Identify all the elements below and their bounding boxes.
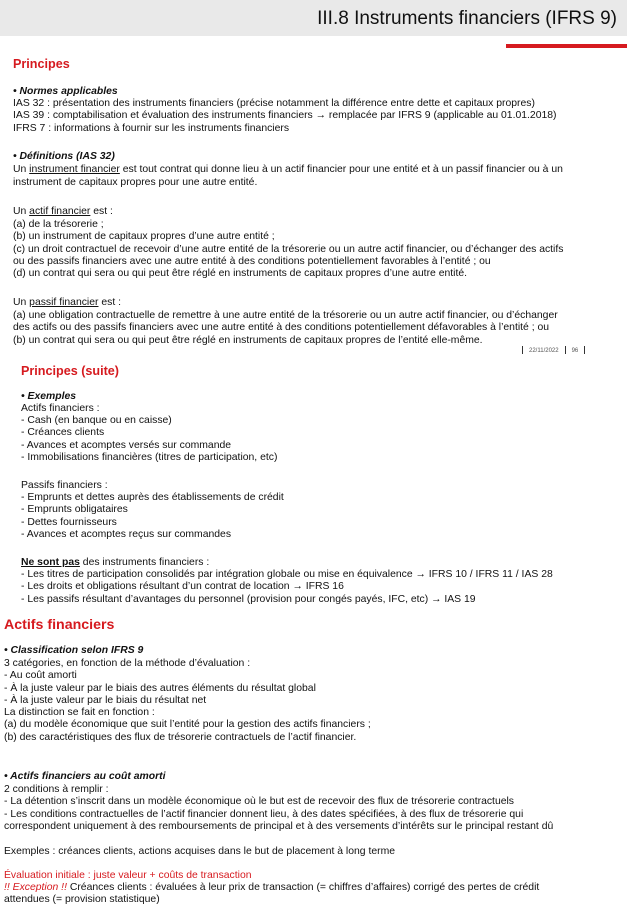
normes-list <box>13 98 557 135</box>
term-ne-sont-pas: Ne sont pas <box>21 557 80 568</box>
text-fragment: Un <box>13 206 30 217</box>
exception-label: !! Exception !! <box>4 882 67 893</box>
list-item: (a) de la trésorerie ; <box>13 219 104 230</box>
list-item: (a) du modèle économique que suit l’entité pour la gestion des actifs financiers ; <box>4 719 371 731</box>
section-title-principes-suite: Principes (suite) <box>21 364 119 378</box>
definitions-heading: • Définitions (IAS 32) <box>13 151 115 162</box>
list-item: 3 catégories, en fonction de la méthode d’évaluation : <box>4 658 251 669</box>
list-item: 2 conditions à remplir : <box>4 784 109 795</box>
cout-amorti-exemples: Exemples : créances clients, actions acquises dans le but de placement à long terme <box>4 846 396 857</box>
normes-line: IFRS 7 : informations à fournir sur les instruments financiers <box>13 122 290 134</box>
cout-amorti-list <box>4 784 553 833</box>
list-item: - Emprunts obligataires <box>21 504 128 516</box>
list-item: - Emprunts et dettes auprès des établissements de crédit <box>21 492 284 503</box>
list-item: - Dettes fournisseurs <box>21 516 117 528</box>
footer-divider <box>584 346 585 354</box>
passif-financier-list <box>13 310 558 347</box>
normes-heading: • Normes applicables <box>13 86 118 97</box>
list-item: (a) une obligation contractuelle de remettre à une autre entité de la trésorerie ou un autre actif financier, ou d’échanger <box>13 310 558 321</box>
actifs-label: Actifs financiers : <box>21 403 100 414</box>
list-item: - Les droits et obligations résultant d’un contrat de location → IFRS 16 <box>21 581 344 593</box>
passif-financier-intro <box>13 297 121 309</box>
exception-line <box>4 882 539 894</box>
header-accent-rule <box>506 44 627 48</box>
footer-date: 22/11/2022 <box>529 348 559 354</box>
list-item: (b) un contrat qui sera ou qui peut être réglé en instruments de capitaux propres de l’entité elle-même. <box>13 334 483 346</box>
passifs-label: Passifs financiers : <box>21 480 108 491</box>
cout-amorti-heading: • Actifs financiers au coût amorti <box>4 771 166 782</box>
normes-line: IAS 32 : présentation des instruments financiers (précise notamment la différence entre dette et capitaux propres) <box>13 98 535 109</box>
footer-page: 96 <box>571 348 579 354</box>
evaluation-initiale: Évaluation initiale : juste valeur + coûts de transaction <box>4 870 252 881</box>
list-item: - Les passifs résultant d’avantages du personnel (provision pour congés payés, IFC, etc) → IAS 19 <box>21 593 476 605</box>
text-fragment: Un <box>13 164 30 175</box>
passifs-examples-list <box>21 492 284 541</box>
text-fragment: des instruments financiers : <box>79 557 210 568</box>
list-item: correspondent uniquement à des remboursements de principal et à des versements d’intérêts sur le principal restant dû <box>4 820 554 832</box>
section-title-principes: Principes <box>13 57 70 71</box>
text-fragment: est tout contrat qui donne lieu à un actif financier pour une entité et à un passif financier ou à un <box>119 164 563 175</box>
list-item: - À la juste valeur par le biais du résultat net <box>4 694 207 706</box>
term-actif-financier: actif financier <box>29 206 91 217</box>
definition-line: instrument de capitaux propres pour une autre entité. <box>13 177 258 188</box>
exemples-heading: • Exemples <box>21 391 77 402</box>
list-item: (b) un instrument de capitaux propres d’une autre entité ; <box>13 231 275 243</box>
classification-heading: • Classification selon IFRS 9 <box>4 645 144 656</box>
list-item: - Au coût amorti <box>4 670 77 682</box>
list-item: - Avances et acomptes versés sur commande <box>21 439 232 451</box>
text-fragment: Créances clients : évaluées à leur prix de transaction (= chiffres d’affaires) corrigé des pertes de crédit <box>66 882 540 893</box>
list-item: - Cash (en banque ou en caisse) <box>21 415 172 426</box>
list-item: - Les titres de participation consolidés par intégration globale ou mise en équivalence → IFRS 10 / IFRS 11 / IAS 28 <box>21 569 553 580</box>
term-instrument-financier: instrument financier <box>29 164 120 175</box>
ne-sont-pas-intro <box>21 557 209 569</box>
ne-sont-pas-list <box>21 569 553 606</box>
list-item: (b) des caractéristiques des flux de trésorerie contractuels de l’actif financier. <box>4 731 357 743</box>
definition-instrument-financier <box>13 164 563 176</box>
text-fragment: est : <box>98 297 122 308</box>
text-fragment: Un <box>13 297 30 308</box>
actifs-examples-list <box>21 415 277 464</box>
list-item: (c) un droit contractuel de recevoir d’une autre entité de la trésorerie ou un autre actif financier, ou d’échanger des actifs <box>13 243 564 255</box>
term-passif-financier: passif financier <box>29 297 99 308</box>
slide-footer <box>516 345 591 357</box>
exception-line-2: attendues (= provision statistique) <box>4 894 160 905</box>
text-fragment: est : <box>90 206 113 217</box>
list-item: - Immobilisations financières (titres de participation, etc) <box>21 451 278 463</box>
classification-list <box>4 658 371 744</box>
list-item: La distinction se fait en fonction : <box>4 707 155 719</box>
normes-line: IAS 39 : comptabilisation et évaluation des instruments financiers → remplacée par IFRS 9 (applicable au 01.01.2018) <box>13 110 557 122</box>
actif-financier-list <box>13 219 563 280</box>
list-item: - Créances clients <box>21 427 105 439</box>
section-title-actifs-financiers: Actifs financiers <box>4 617 115 633</box>
footer-divider <box>522 346 523 354</box>
page-title: III.8 Instruments financiers (IFRS 9) <box>317 8 617 29</box>
list-item: des actifs ou des passifs financiers avec une autre entité à des conditions potentiellement défavorables à l’entité ; ou <box>13 322 550 334</box>
list-item: - À la juste valeur par le biais des autres éléments du résultat global <box>4 682 316 694</box>
list-item: - La détention s’inscrit dans un modèle économique où le but est de recevoir des flux de trésorerie contractuels <box>4 796 515 808</box>
list-item: - Avances et acomptes reçus sur commandes <box>21 528 232 540</box>
footer-divider <box>565 346 566 354</box>
list-item: (d) un contrat qui sera ou qui peut être réglé en instruments de capitaux propres d’une autre entité. <box>13 268 467 280</box>
list-item: - Les conditions contractuelles de l’actif financier donnent lieu, à des dates spécifiées, à des flux de trésorerie qui <box>4 808 524 820</box>
list-item: ou des passifs financiers avec une autre entité à des conditions potentiellement favorables à l’entité ; ou <box>13 255 491 267</box>
actif-financier-intro <box>13 206 113 218</box>
